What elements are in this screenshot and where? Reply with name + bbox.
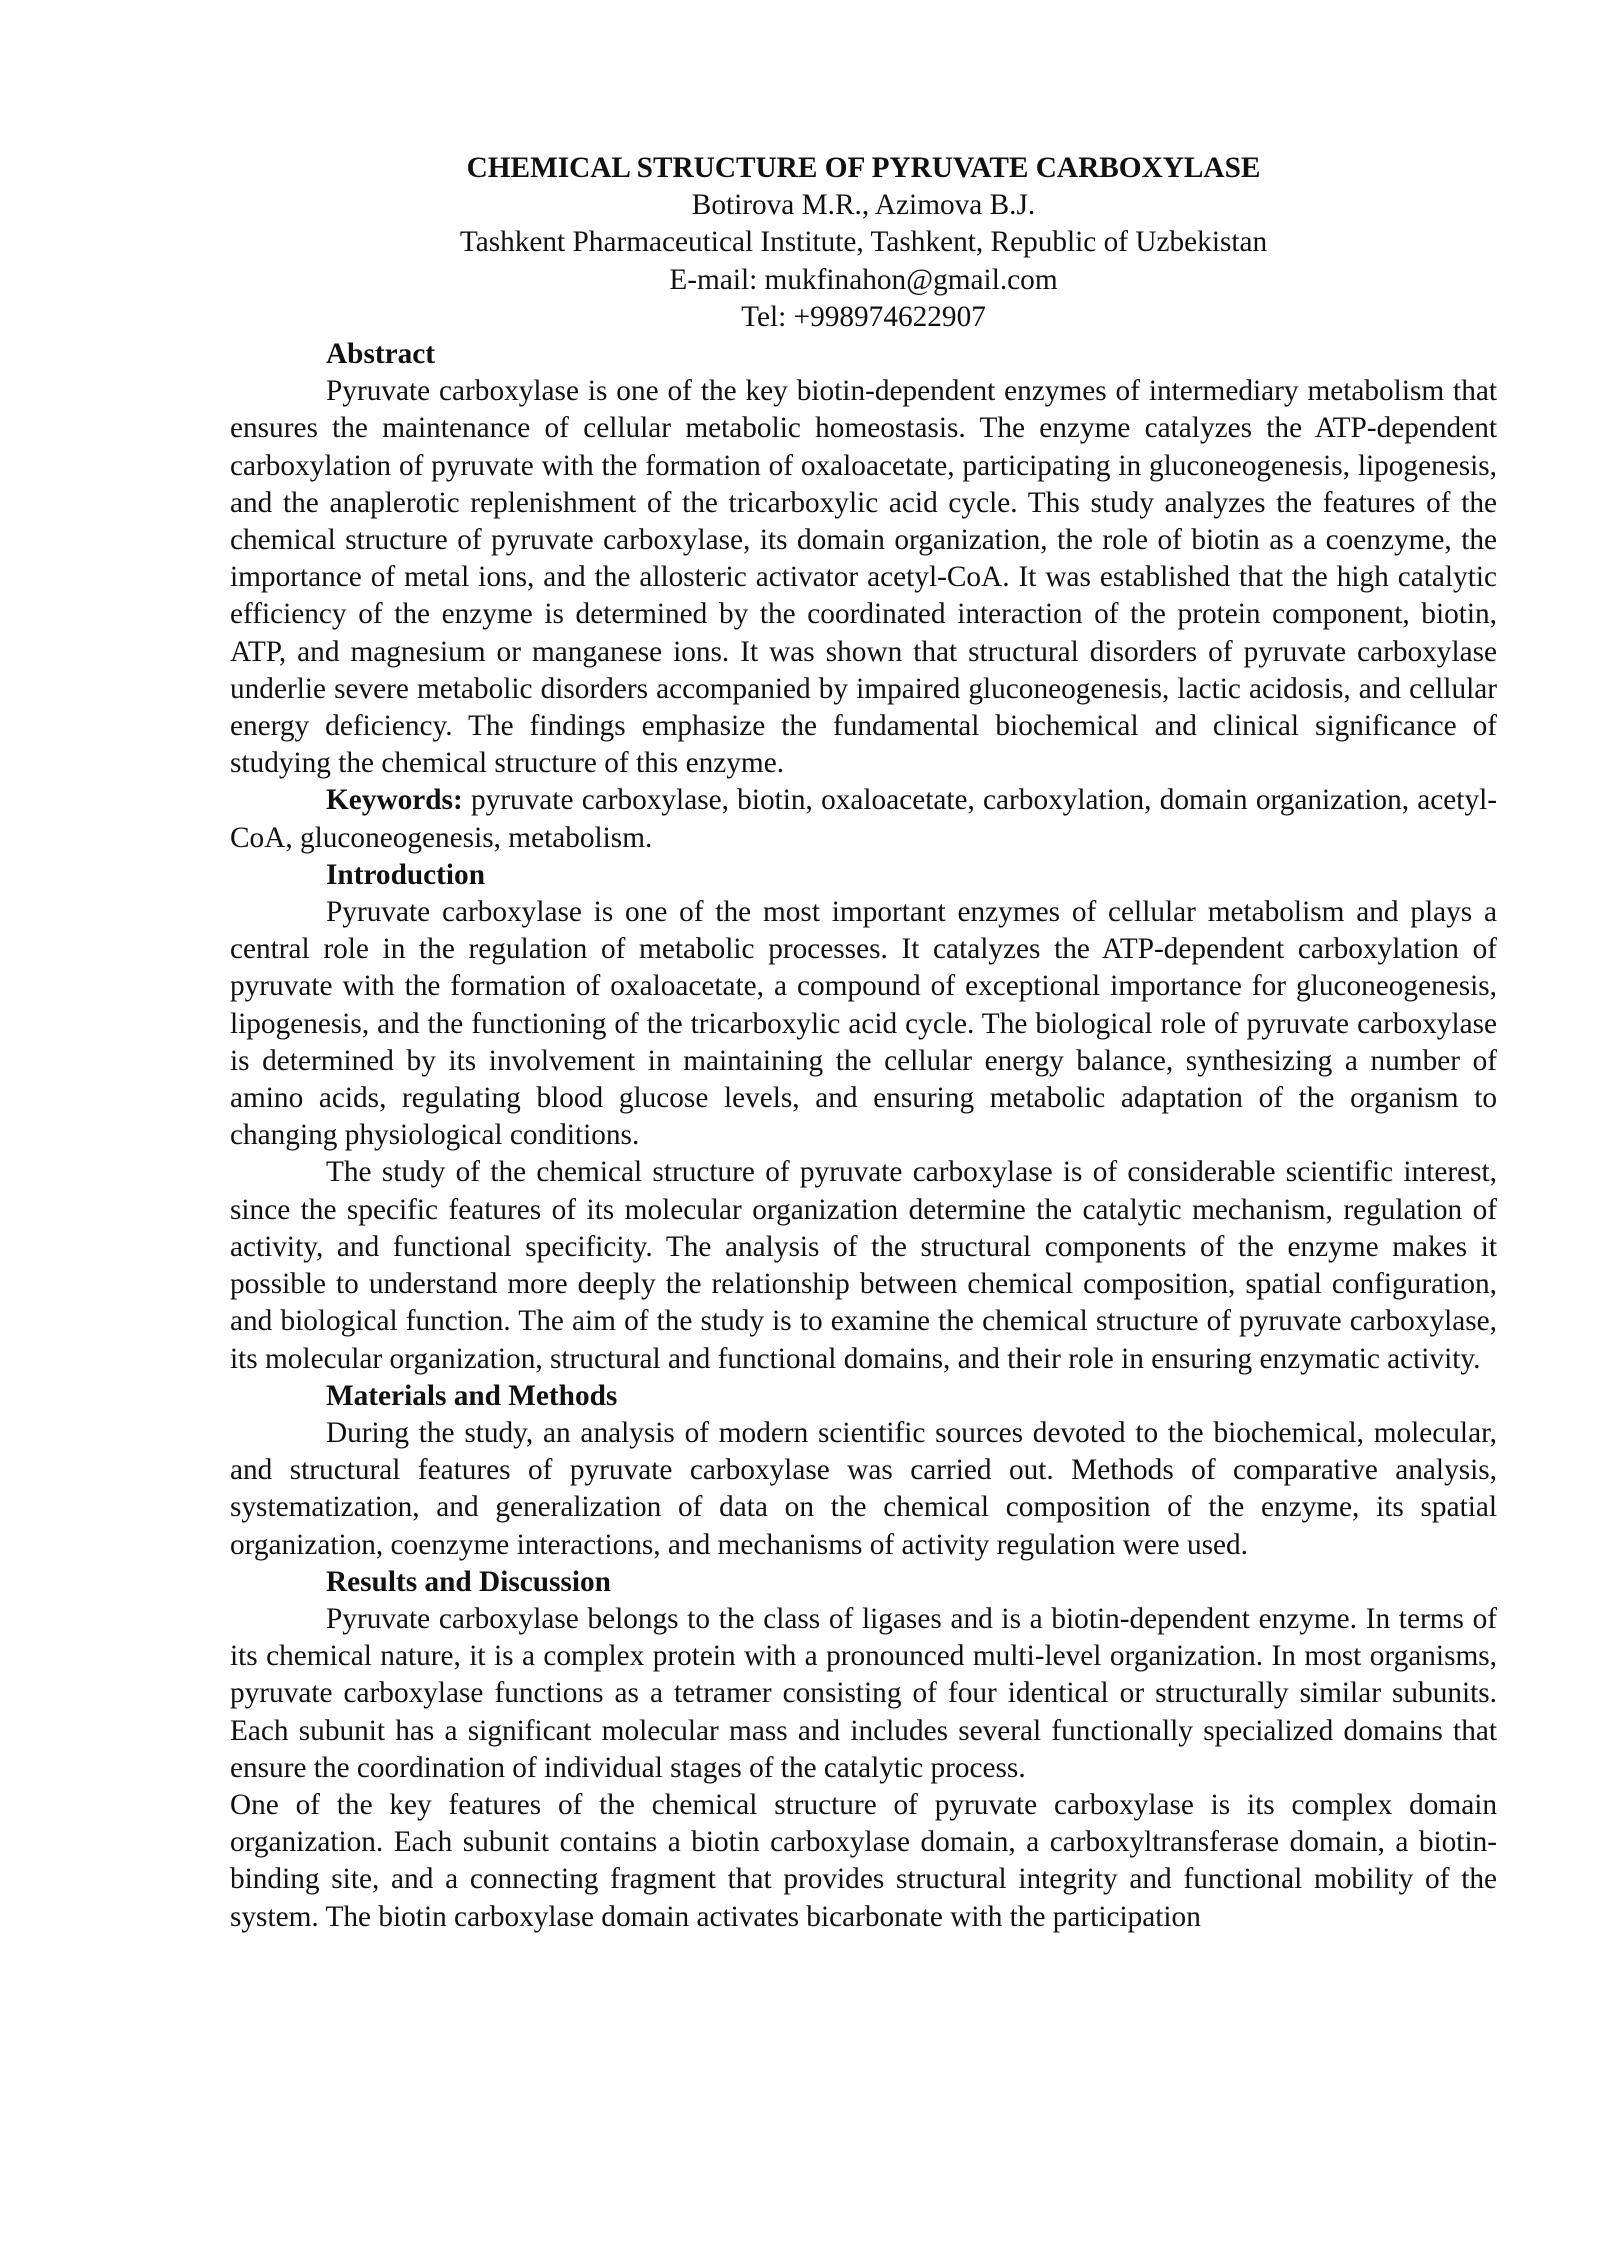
affiliation: Tashkent Pharmaceutical Institute, Tashkent, Republic of Uzbekistan: [459, 226, 1268, 259]
abstract-heading: Abstract: [326, 338, 436, 371]
methods-paragraph-1: During the study, an analysis of modern scientific sources devoted to the biochemical, molecular, and structural features of pyruvate carboxylase was carried out. Methods of comparative analysis, systematization, and generalization of data on the chemical composition of the enzyme, its spatial organization, coenzyme interactions, and mechanisms of activity regulation were used.: [230, 1416, 1497, 1561]
results-heading: Results and Discussion: [326, 1565, 611, 1598]
email: E-mail: mukfinahon@gmail.com: [669, 263, 1058, 296]
methods-heading: Materials and Methods: [326, 1379, 618, 1412]
authors: Botirova M.R., Azimova B.J.: [691, 189, 1036, 222]
telephone: Tel: +998974622907: [741, 300, 986, 333]
introduction-heading: Introduction: [326, 858, 486, 891]
keywords-label: Keywords:: [326, 784, 463, 817]
abstract-text: Pyruvate carboxylase is one of the key biotin-dependent enzymes of intermediary metabolism that ensures the maintenance of cellular metabolic homeostasis. The enzyme catalyzes the ATP-dependent carboxylation of pyruvate with the formation of oxaloacetate, participating in gluconeogenesis, lipogenesis, and the anaplerotic replenishment of the tricarboxylic acid cycle. This study analyzes the features of the chemical structure of pyruvate carboxylase, its domain organization, the role of biotin as a coenzyme, the importance of metal ions, and the allosteric activator acetyl-CoA. It was established that the high catalytic efficiency of the enzyme is determined by the coordinated interaction of the protein component, biotin, ATP, and magnesium or manganese ions. It was shown that structural disorders of pyruvate carboxylase underlie severe metabolic disorders accompanied by impaired gluconeogenesis, lactic acidosis, and cellular energy deficiency. The findings emphasize the fundamental biochemical and clinical significance of studying the chemical structure of this enzyme.: [230, 375, 1497, 780]
results-paragraph-1: Pyruvate carboxylase belongs to the class of ligases and is a biotin-dependent enzyme. In terms of its chemical nature, it is a complex protein with a pronounced multi-level organization. In most organisms, pyruvate carboxylase functions as a tetramer consisting of four identical or structurally similar subunits. Each subunit has a significant molecular mass and includes several functionally specialized domains that ensure the coordination of individual stages of the catalytic process.: [230, 1602, 1497, 1784]
introduction-paragraph-2: The study of the chemical structure of pyruvate carboxylase is of considerable scientific interest, since the specific features of its molecular organization determine the catalytic mechanism, regulation of activity, and functional specificity. The analysis of the structural components of the enzyme makes it possible to understand more deeply the relationship between chemical composition, spatial configuration, and biological function. The aim of the study is to examine the chemical structure of pyruvate carboxylase, its molecular organization, structural and functional domains, and their role in ensuring enzymatic activity.: [230, 1156, 1497, 1375]
results-paragraph-2: One of the key features of the chemical structure of pyruvate carboxylase is its complex domain organization. Each subunit contains a biotin carboxylase domain, a carboxyltransferase domain, a biotin-binding site, and a connecting fragment that provides structural integrity and functional mobility of the system. The biotin carboxylase domain activates bicarbonate with the participation: [230, 1788, 1497, 1933]
paper-title: CHEMICAL STRUCTURE OF PYRUVATE CARBOXYLASE: [466, 152, 1261, 184]
keywords: [230, 782, 1497, 856]
introduction-paragraph-1: Pyruvate carboxylase is one of the most important enzymes of cellular metabolism and plays a central role in the regulation of metabolic processes. It catalyzes the ATP-dependent carboxylation of pyruvate with the formation of oxaloacetate, a compound of exceptional importance for gluconeogenesis, lipogenesis, and the functioning of the tricarboxylic acid cycle. The biological role of pyruvate carboxylase is determined by its involvement in maintaining the cellular energy balance, synthesizing a number of amino acids, regulating blood glucose levels, and ensuring metabolic adaptation of the organism to changing physiological conditions.: [230, 896, 1497, 1152]
document-page: [230, 150, 1497, 1936]
keywords-text: pyruvate carboxylase, biotin, oxaloacetate, carboxylation, domain organization, acetyl-CoA, gluconeogenesis, metabolism.: [230, 784, 1497, 854]
